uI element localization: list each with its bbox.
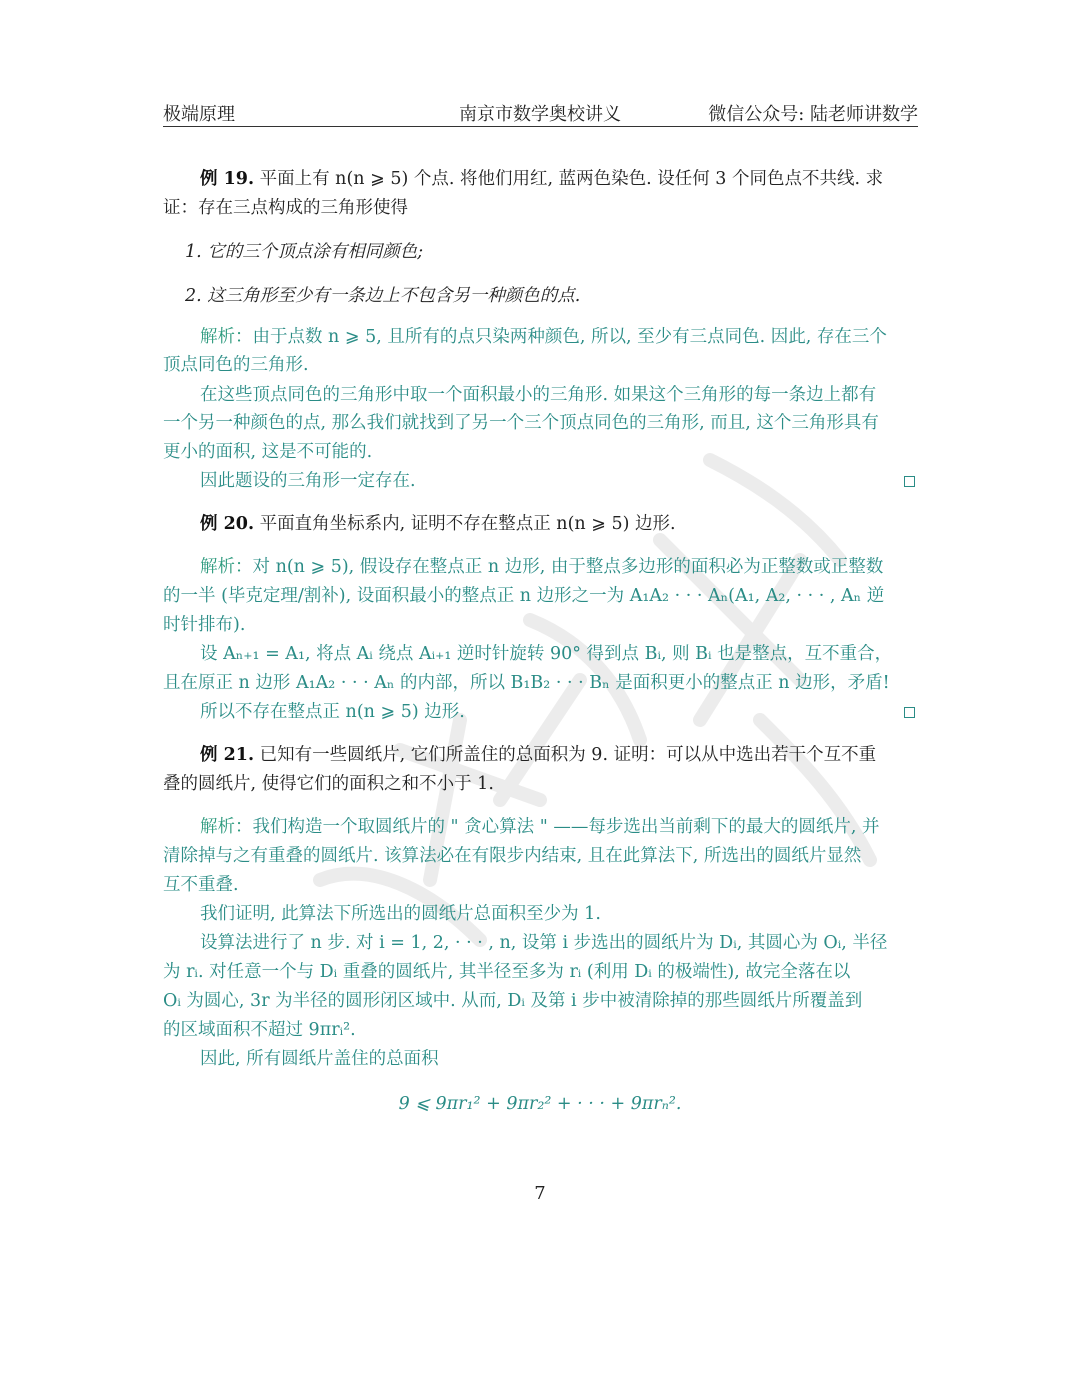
- ex21-solution-line3: 互不重叠.: [163, 875, 239, 895]
- ex21-solution-line9: 因此, 所有圆纸片盖住的总面积: [200, 1049, 439, 1069]
- display-formula: 9 ⩽ 9πr₁² + 9πr₂² + · · · + 9πrₙ².: [398, 1094, 682, 1114]
- ex21-solution-line5: 设算法进行了 n 步. 对 i = 1, 2, · · · , n, 设第 i 步选出的圆纸片为 Dᵢ, 其圆心为 Oᵢ, 半径: [200, 933, 888, 953]
- ex21-solution-label: 解析：: [200, 817, 253, 837]
- ex20-solution-line3: 时针排布).: [163, 615, 246, 635]
- ex19-statement-line1: [200, 167, 918, 191]
- ex21-statement-line2: 叠的圆纸片, 使得它们的面积之和不小于 1.: [163, 774, 494, 794]
- page-number: 7: [534, 1183, 546, 1204]
- ex20-statement-line1: [200, 512, 918, 536]
- ex20-solution-line5: 且在原正 n 边形 A₁A₂ · · · Aₙ 的内部，所以 B₁B₂ · · · Bₙ 是面积更小的整点正 n 边形，矛盾!: [163, 673, 890, 693]
- header-right-title: 微信公众号: 陆老师讲数学: [708, 104, 918, 125]
- ex19-solution-label: 解析：: [200, 327, 253, 347]
- ex21-solution-line2: 清除掉与之有重叠的圆纸片. 该算法必在有限步内结束, 且在此算法下, 所选出的圆纸片显然: [163, 846, 862, 866]
- ex21-label: 例 21.: [200, 745, 255, 765]
- ex19-solution-line6: 因此题设的三角形一定存在.: [200, 471, 416, 491]
- ex20-label: 例 20.: [200, 514, 255, 534]
- ex19-solution-line1: [200, 325, 918, 349]
- header-left-title: 极端原理: [163, 104, 235, 125]
- ex19-solution-line5: 更小的面积, 这是不可能的.: [163, 442, 373, 462]
- ex21-text-line1: 已知有一些圆纸片, 它们所盖住的总面积为 9. 证明：可以从中选出若干个互不重: [259, 745, 877, 765]
- ex20-solution-line1: [200, 555, 918, 579]
- ex19-solution-text1: 由于点数 n ⩾ 5, 且所有的点只染两种颜色, 所以, 至少有三点同色. 因此, 存在三个: [252, 327, 887, 347]
- ex20-solution-line2: 的一半 (毕克定理/割补), 设面积最小的整点正 n 边形之一为 A₁A₂ · · · Aₙ(A₁, A₂, · · · , Aₙ 逆: [163, 586, 885, 606]
- header-center-title: 南京市数学奥校讲义: [459, 104, 621, 125]
- ex20-qed-box: [904, 707, 915, 718]
- ex19-solution-line4: 一个另一种颜色的点, 那么我们就找到了另一个三个顶点同色的三角形, 而且, 这个三角形具有: [163, 413, 879, 433]
- ex20-solution-text1: 对 n(n ⩾ 5), 假设存在整点正 n 边形, 由于整点多边形的面积必为正整数或正整数: [252, 557, 884, 577]
- ex19-item-1: 1. 它的三个顶点涂有相同颜色;: [185, 242, 424, 262]
- ex21-solution-line7: Oᵢ 为圆心, 3r 为半径的圆形闭区域中. 从而, Dᵢ 及第 i 步中被清除掉的那些圆纸片所覆盖到: [163, 991, 863, 1011]
- ex19-label: 例 19.: [200, 169, 255, 189]
- ex20-text-line1: 平面直角坐标系内, 证明不存在整点正 n(n ⩾ 5) 边形.: [259, 514, 676, 534]
- ex19-text-line1: 平面上有 n(n ⩾ 5) 个点. 将他们用红, 蓝两色染色. 设任何 3 个同色点不共线. 求: [259, 169, 884, 189]
- ex19-qed-box: [904, 476, 915, 487]
- ex19-solution-line3: 在这些顶点同色的三角形中取一个面积最小的三角形. 如果这个三角形的每一条边上都有: [200, 385, 877, 405]
- ex19-item-2: 2. 这三角形至少有一条边上不包含另一种颜色的点.: [185, 286, 581, 306]
- ex20-solution-label: 解析：: [200, 557, 253, 577]
- page-header: [163, 98, 918, 127]
- ex19-statement-line2: 证：存在三点构成的三角形使得: [163, 198, 408, 218]
- ex21-solution-line4: 我们证明, 此算法下所选出的圆纸片总面积至少为 1.: [200, 904, 601, 924]
- ex19-solution-line2: 顶点同色的三角形.: [163, 355, 309, 375]
- ex20-solution-line4: 设 Aₙ₊₁ = A₁, 将点 Aᵢ 绕点 Aᵢ₊₁ 逆时针旋转 90° 得到点 Bᵢ, 则 Bᵢ 也是整点，互不重合，: [200, 644, 893, 664]
- ex21-solution-line8: 的区域面积不超过 9πrᵢ².: [163, 1020, 356, 1040]
- ex21-solution-line1: [200, 815, 918, 839]
- ex21-statement-line1: [200, 743, 918, 767]
- ex21-solution-line6: 为 rᵢ. 对任意一个与 Dᵢ 重叠的圆纸片, 其半径至多为 rᵢ (利用 Dᵢ 的极端性), 故完全落在以: [163, 962, 851, 982]
- ex21-solution-text1: 我们构造一个取圆纸片的 " 贪心算法 " ——每步选出当前剩下的最大的圆纸片, 并: [252, 817, 880, 837]
- ex20-solution-line6: 所以不存在整点正 n(n ⩾ 5) 边形.: [200, 702, 465, 722]
